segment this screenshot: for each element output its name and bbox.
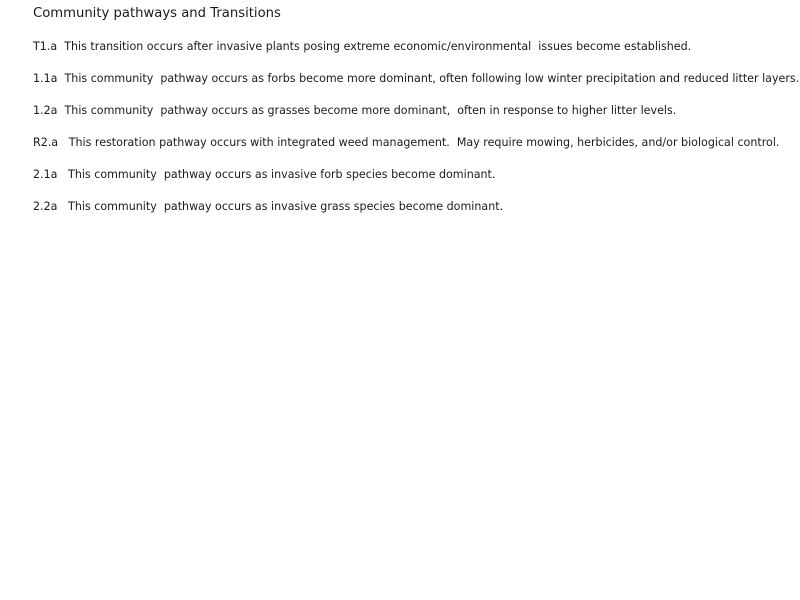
pathway-description: This community pathway occurs as invasive forb species become dominant.	[68, 168, 496, 181]
pathway-code: 2.1a	[33, 168, 58, 181]
pathway-code: 1.2a	[33, 104, 58, 117]
pathway-list	[33, 39, 799, 231]
pathway-description: This transition occurs after invasive plants posing extreme economic/environmental issues become established.	[64, 40, 692, 53]
pathway-code: 2.2a	[33, 200, 58, 213]
pathway-entry-r2a	[33, 135, 799, 151]
pathway-entry-2-2a	[33, 199, 799, 215]
pathway-description: This restoration pathway occurs with integrated weed management. May require mowing, herbicides, and/or biological control.	[68, 136, 780, 149]
pathway-code: 1.1a	[33, 72, 58, 85]
document-title: Community pathways and Transitions	[33, 6, 281, 21]
pathway-code: T1.a	[33, 40, 58, 53]
pathway-entry-1-1a	[33, 71, 799, 87]
pathway-description: This community pathway occurs as grasses become more dominant, often in response to higher litter levels.	[64, 104, 677, 117]
pathway-entry-1-2a	[33, 103, 799, 119]
pathway-code: R2.a	[33, 136, 59, 149]
pathway-description: This community pathway occurs as invasive grass species become dominant.	[68, 200, 504, 213]
pathway-description: This community pathway occurs as forbs become more dominant, often following low winter precipitation and reduced litter layers.	[64, 72, 800, 85]
pathway-entry-2-1a	[33, 167, 799, 183]
pathway-entry-t1a	[33, 39, 799, 55]
